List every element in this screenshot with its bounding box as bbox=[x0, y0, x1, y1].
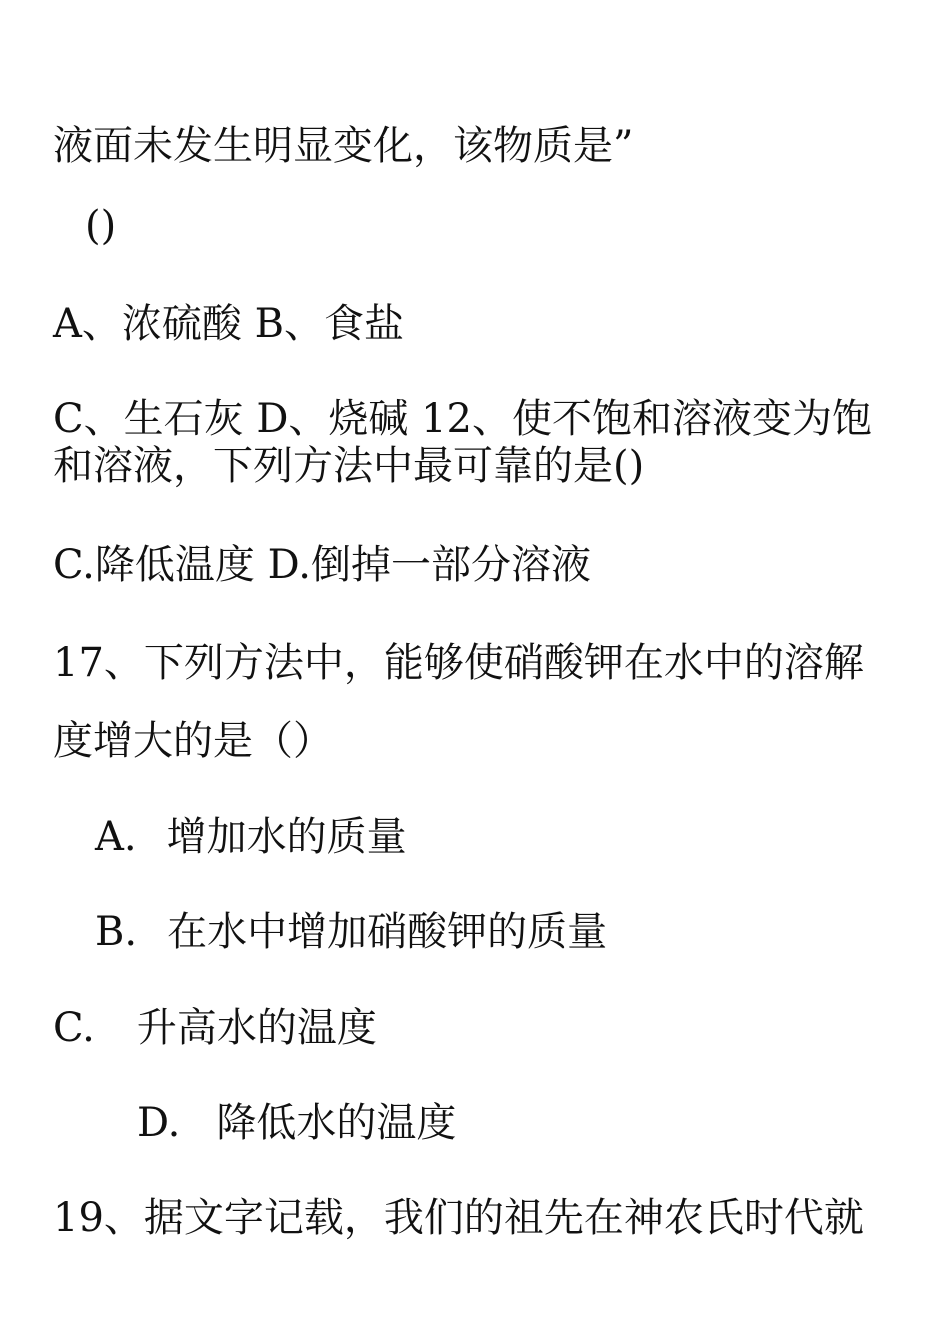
question-17-line: 度增大的是（） bbox=[53, 718, 333, 764]
option-a-label: A. bbox=[95, 814, 137, 860]
option-b bbox=[95, 909, 607, 955]
option-d-text: 降低水的温度 bbox=[216, 1100, 457, 1146]
option-c-label: C. bbox=[53, 1005, 95, 1051]
option-a-text: 增加水的质量 bbox=[166, 814, 407, 860]
text-line: 液面未发生明显变化，该物质是” bbox=[53, 123, 634, 169]
question-19-line: 19、据文字记载，我们的祖先在神农氏时代就 bbox=[53, 1195, 864, 1241]
question-line: 和溶液，下列方法中最可靠的是() bbox=[53, 443, 645, 489]
option-c bbox=[53, 1005, 377, 1051]
option-b-text: 在水中增加硝酸钾的质量 bbox=[167, 909, 608, 955]
option-d-label: D. bbox=[137, 1100, 181, 1146]
option-b-label: B. bbox=[95, 909, 138, 955]
question-17-line: 17、下列方法中，能够使硝酸钾在水中的溶解 bbox=[53, 640, 864, 686]
option-a bbox=[95, 814, 407, 860]
option-d bbox=[137, 1100, 456, 1146]
options-line: A、浓硫酸 B、食盐 bbox=[53, 301, 404, 347]
options-line: C、生石灰 D、烧碱 12、使不饱和溶液变为饱 bbox=[53, 396, 873, 442]
option-c-text: 升高水的温度 bbox=[136, 1005, 377, 1051]
answer-blank: () bbox=[85, 203, 117, 249]
options-line: C.降低温度 D.倒掉一部分溶液 bbox=[53, 542, 591, 588]
